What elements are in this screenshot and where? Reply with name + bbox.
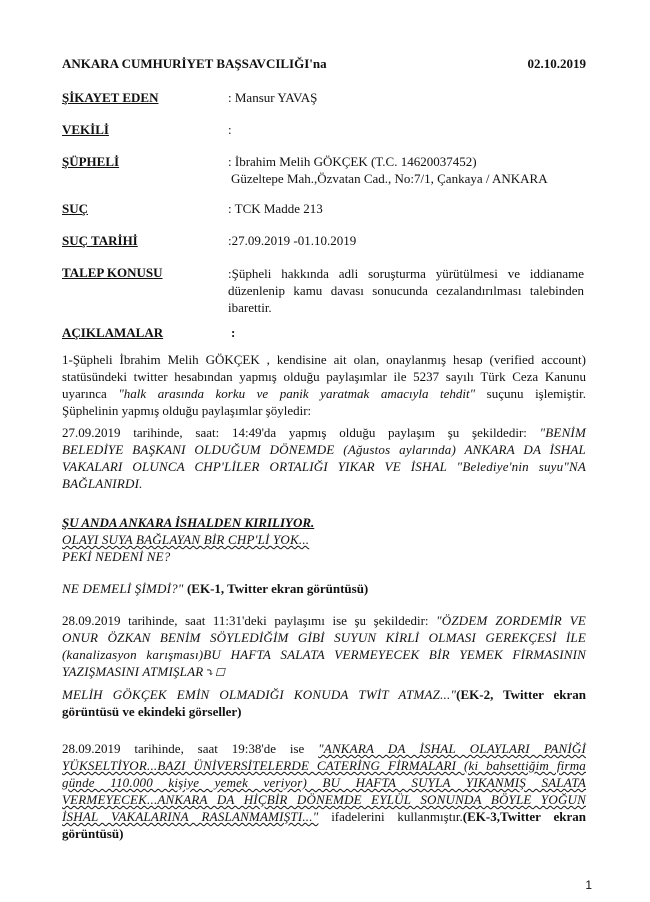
tweet-quote: "ÖZDEM ZORDEMİR VE — [436, 613, 586, 628]
tweet-line: PEKİ NEDENİ NE? — [62, 549, 171, 564]
tweet-line: VERMEYECEK...ANKARA DA HİÇBİR DÖNEMDE EYLÜL SONUNDA BÖYLE YOĞUN — [62, 792, 586, 807]
recipient-heading: ANKARA CUMHURİYET BAŞSAVCILIĞI'na — [62, 56, 327, 71]
exhibit-ref: (EK-3,Twitter ekran — [462, 809, 586, 824]
embedded-image-icon: ⤵☐ — [205, 667, 225, 679]
paragraph-line: statüsündeki twitter hesabından yapmış olduğu paylaşımlar ile 5237 sayılı Türk Ceza Kanunu — [62, 369, 586, 384]
attorney-value: : — [228, 122, 232, 137]
paragraph-line — [62, 424, 586, 441]
tweet-line: (kanalizasyon karışması)BU HAFTA SALATA VERMEYECEK BİR YEMEK FİRMASININ — [62, 647, 586, 662]
request-text — [228, 265, 584, 316]
tweet-line: OLAYI SUYA BAĞLAYAN BİR CHP'Lİ YOK... — [62, 532, 310, 547]
suspect-name: : İbrahim Melih GÖKÇEK (T.C. 14620037452) — [228, 154, 477, 169]
paragraph-line — [62, 385, 586, 402]
text-run: 27.09.2019 tarihinde, saat: 14:49'da yapmış olduğu paylaşım şu şekildedir: — [62, 425, 540, 440]
tweet-quote: İSHAL VAKALARINA RASLANMAMIŞTI..." — [62, 809, 319, 824]
paragraph-line — [62, 580, 586, 597]
tweet-line: günde 110.000 kişiye yemek veriyor) BU HAFTA SUYLA YIKANMIŞ SALATA — [62, 775, 586, 790]
complainant-label: ŞİKAYET EDEN — [62, 90, 159, 105]
tweet-quote: "ANKARA DA İSHAL OLAYLARI PANİĞİ — [318, 741, 586, 756]
paragraph-7 — [62, 740, 586, 842]
exhibit-ref: görüntüsü) — [62, 826, 124, 841]
request-line: :Şüpheli hakkında adli soruşturma yürütülmesi ve iddianame — [228, 266, 584, 281]
crime-date-value: :27.09.2019 -01.10.2019 — [228, 233, 357, 248]
paragraph-3 — [62, 514, 586, 565]
tweet-line: VAKALARI OLUNCA CHP'LİLER ORTALIĞI YIKAR VE İSHAL "Belediye'nin suyu"NA — [62, 459, 586, 474]
document-date: 02.10.2019 — [527, 56, 586, 71]
crime-value: : TCK Madde 213 — [228, 201, 323, 216]
text-run: ifadelerini kullanmıştır. — [318, 809, 463, 824]
explanations-colon: : — [231, 325, 236, 340]
crime-date-label: SUÇ TARİHİ — [62, 233, 138, 248]
attorney-label: VEKİLİ — [62, 122, 109, 137]
tweet-line: ŞU ANDA ANKARA İSHALDEN KIRILIYOR. — [62, 515, 315, 530]
exhibit-ref: (EK-2, Twitter ekran — [456, 687, 586, 702]
text-run: 28.09.2019 tarihinde, saat 19:38'de ise — [62, 741, 319, 756]
tweet-line: ONUR ÖZKAN BENİM SÖYLEDİĞİM GİBİ SUYUN KİRLİ OLMASI GEREKÇESİ İLE — [62, 630, 586, 645]
text-run: 28.09.2019 tarihinde, saat 11:31'deki paylaşımı ise şu şekildedir: — [62, 613, 437, 628]
paragraph-line: 1-Şüpheli İbrahim Melih GÖKÇEK , kendisine ait olan, onaylanmış hesap (verified account) — [62, 352, 586, 367]
tweet-line: BELEDİYE BAŞKANI OLDUĞUM DÖNEMDE (Ağustos aylarında) ANKARA DA İSHAL — [62, 442, 586, 457]
paragraph-2 — [62, 424, 586, 492]
paragraph-line — [62, 686, 586, 703]
exhibit-ref: (EK-1, Twitter ekran görüntüsü) — [186, 581, 369, 596]
text-run: YAZIŞMASINI ATMIŞLAR — [62, 664, 204, 679]
tweet-quote: "BENİM — [539, 425, 586, 440]
suspect-address: Güzeltepe Mah.,Özvatan Cad., No:7/1, Çankaya / ANKARA — [231, 171, 548, 186]
tweet-line — [62, 663, 586, 682]
tweet-line: BAĞLANIRDI. — [62, 476, 143, 491]
suspect-label: ŞÜPHELİ — [62, 154, 120, 169]
text-run: suçunu işlemiştir. — [475, 386, 586, 401]
tweet-quote: MELİH GÖKÇEK EMİN OLMADIĞI KONUDA TWİT ATMAZ..." — [62, 687, 457, 702]
paragraph-4 — [62, 580, 586, 597]
paragraph-line: Şüphelinin yapmış olduğu paylaşımlar şöyledir: — [62, 403, 312, 418]
paragraph-5 — [62, 612, 586, 682]
exhibit-ref: görüntüsü ve ekindeki görseller) — [62, 704, 242, 719]
request-line: düzenlenip kamu davası sonucunda cezalandırılması talebinden — [228, 283, 584, 298]
paragraph-line — [62, 808, 586, 825]
page-number: 1 — [585, 878, 592, 892]
tweet-quote: NE DEMELİ ŞİMDİ?" — [62, 581, 187, 596]
paragraph-1 — [62, 351, 586, 419]
crime-label: SUÇ — [62, 201, 89, 216]
request-line: ibarettir. — [228, 300, 272, 315]
text-run: uyarınca — [62, 386, 119, 401]
complainant-value: : Mansur YAVAŞ — [228, 90, 318, 105]
paragraph-line — [62, 740, 586, 757]
explanations-label: AÇIKLAMALAR — [62, 325, 164, 340]
paragraph-6 — [62, 686, 586, 720]
quoted-charge: "halk arasında korku ve panik yaratmak amacıyla tehdit" — [118, 386, 476, 401]
paragraph-line — [62, 612, 586, 629]
request-label: TALEP KONUSU — [62, 265, 163, 280]
tweet-line: YÜKSELTİYOR...BAZI ÜNİVERSİTELERDE CATERİNG FİRMALARI (ki bahsettiğim firma — [62, 758, 586, 773]
